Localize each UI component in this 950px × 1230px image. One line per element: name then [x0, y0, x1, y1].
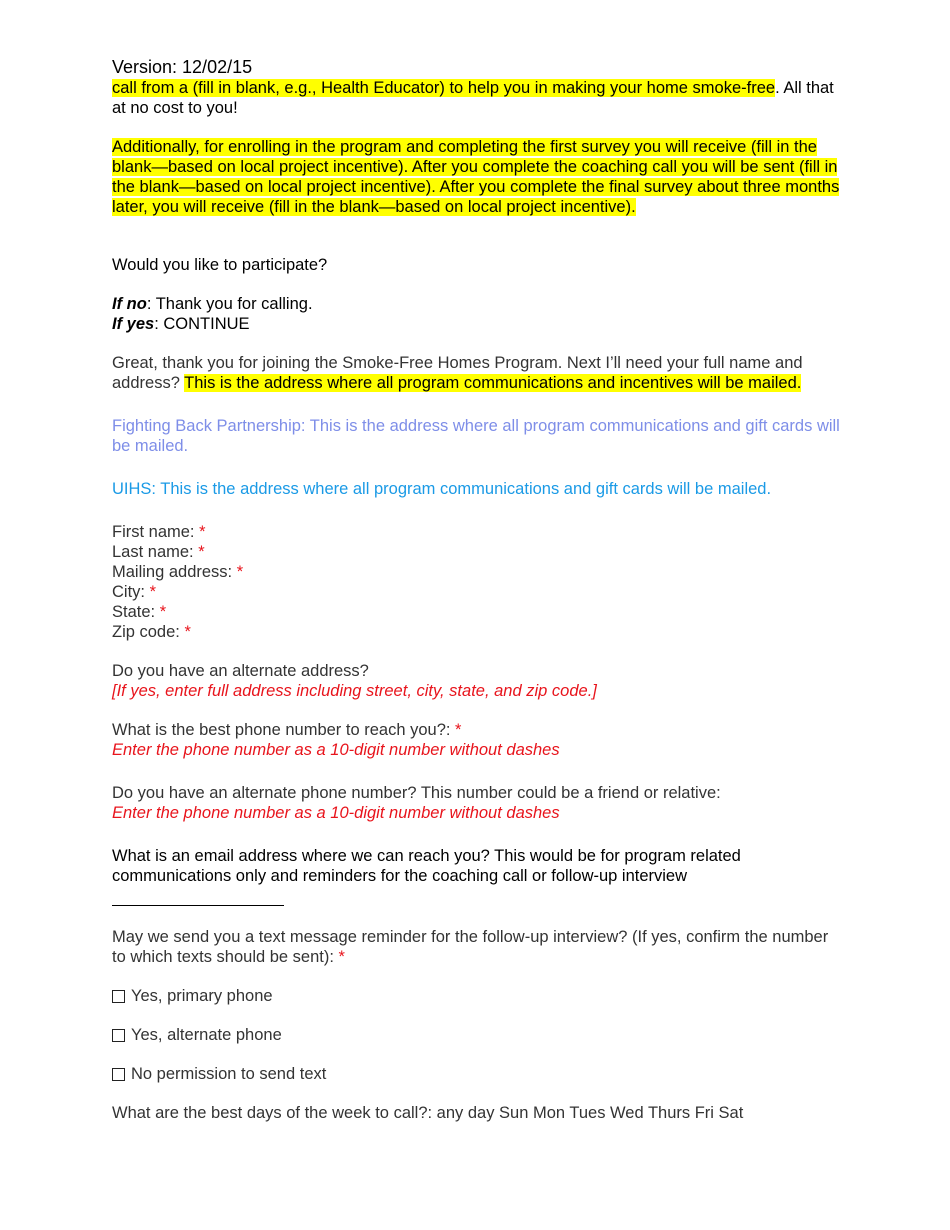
document-page [112, 56, 842, 1123]
text-reminder-question [112, 927, 842, 967]
phone-question[interactable] [112, 720, 842, 740]
option-label: Yes, primary phone [131, 987, 273, 1005]
participate-question: Would you like to participate? [112, 256, 328, 274]
required-mark: * [184, 623, 191, 641]
option-label: Yes, alternate phone [131, 1026, 282, 1044]
last-name-label: Last name: [112, 543, 199, 561]
great-highlighted: This is the address where all program communications and incentives will be mailed. [184, 374, 802, 392]
required-mark: * [159, 603, 167, 621]
if-yes-label: If yes [112, 315, 155, 333]
checkbox-icon[interactable] [112, 990, 125, 1003]
intro-highlighted: call from a (fill in blank, e.g., Health Educator) to help you in making your home smoke-free [112, 79, 776, 97]
email-question: What is an email address where we can reach you? This would be for program related communications only and reminders for the coaching call or follow-up interview [112, 847, 741, 885]
option-yes-alternate[interactable] [112, 1025, 842, 1045]
if-no-line [112, 294, 842, 314]
if-yes-text: : CONTINUE [154, 315, 250, 333]
version-label: Version: 12/02/15 [112, 57, 253, 77]
checkbox-icon[interactable] [112, 1068, 125, 1081]
first-name-label: First name: [112, 523, 200, 541]
city-field[interactable] [112, 582, 842, 602]
text-reminder-label: May we send you a text message reminder for the follow-up interview? (If yes, confirm the number to which texts should be sent): [112, 928, 829, 966]
state-field[interactable] [112, 602, 842, 622]
alt-address-question: Do you have an alternate address? [112, 662, 369, 680]
option-label: No permission to send text [131, 1065, 327, 1083]
incentive-paragraph [112, 137, 842, 217]
required-mark: * [198, 543, 205, 561]
if-no-text: : Thank you for calling. [146, 295, 313, 313]
required-mark: * [199, 523, 206, 541]
email-answer-line[interactable] [112, 886, 284, 906]
required-mark: * [236, 563, 244, 581]
phone-instruction: Enter the phone number as a 10-digit number without dashes [112, 741, 560, 759]
checkbox-icon[interactable] [112, 1029, 125, 1042]
incentive-text: Additionally, for enrolling in the program and completing the first survey you will receive (fill in the blank—based on local project incentive). After you complete the coaching call you will be sent (fill in the blank—based on local project incentive). After you complete the final survey about three months later, you will receive (fill in the blank—based on local project incentive). [112, 138, 840, 216]
alt-phone-question: Do you have an alternate phone number? This number could be a friend or relative: [112, 784, 721, 802]
last-name-field[interactable] [112, 542, 842, 562]
mailing-address-field[interactable] [112, 562, 842, 582]
mailing-address-label: Mailing address: [112, 563, 237, 581]
if-yes-line [112, 314, 842, 334]
required-mark: * [338, 948, 345, 966]
zip-code-label: Zip code: [112, 623, 185, 641]
intro-paragraph [112, 78, 842, 118]
great-paragraph [112, 353, 842, 393]
fighting-back-note: Fighting Back Partnership: This is the address where all program communications and gift cards will be mailed. [112, 417, 840, 455]
required-mark: * [149, 583, 157, 601]
required-mark: * [455, 721, 462, 739]
uihs-note: UIHS: This is the address where all program communications and gift cards will be mailed. [112, 480, 772, 498]
first-name-field[interactable] [112, 522, 842, 542]
if-no-label: If no [112, 295, 147, 313]
state-label: State: [112, 603, 160, 621]
great-plain: Great, thank you for joining the Smoke-Free Homes Program. Next I’ll need your full name and address? [112, 354, 803, 392]
option-no-permission[interactable] [112, 1064, 842, 1084]
city-label: City: [112, 583, 150, 601]
phone-question-label: What is the best phone number to reach you?: [112, 721, 456, 739]
alt-phone-instruction: Enter the phone number as a 10-digit number without dashes [112, 804, 560, 822]
zip-code-field[interactable] [112, 622, 842, 642]
best-days-question: What are the best days of the week to call?: any day Sun Mon Tues Wed Thurs Fri Sat [112, 1104, 744, 1122]
address-fields [112, 522, 842, 642]
intro-tail: . All that at no cost to you! [112, 79, 834, 117]
alt-address-instruction: [If yes, enter full address including street, city, state, and zip code.] [112, 682, 597, 700]
option-yes-primary[interactable] [112, 986, 842, 1006]
